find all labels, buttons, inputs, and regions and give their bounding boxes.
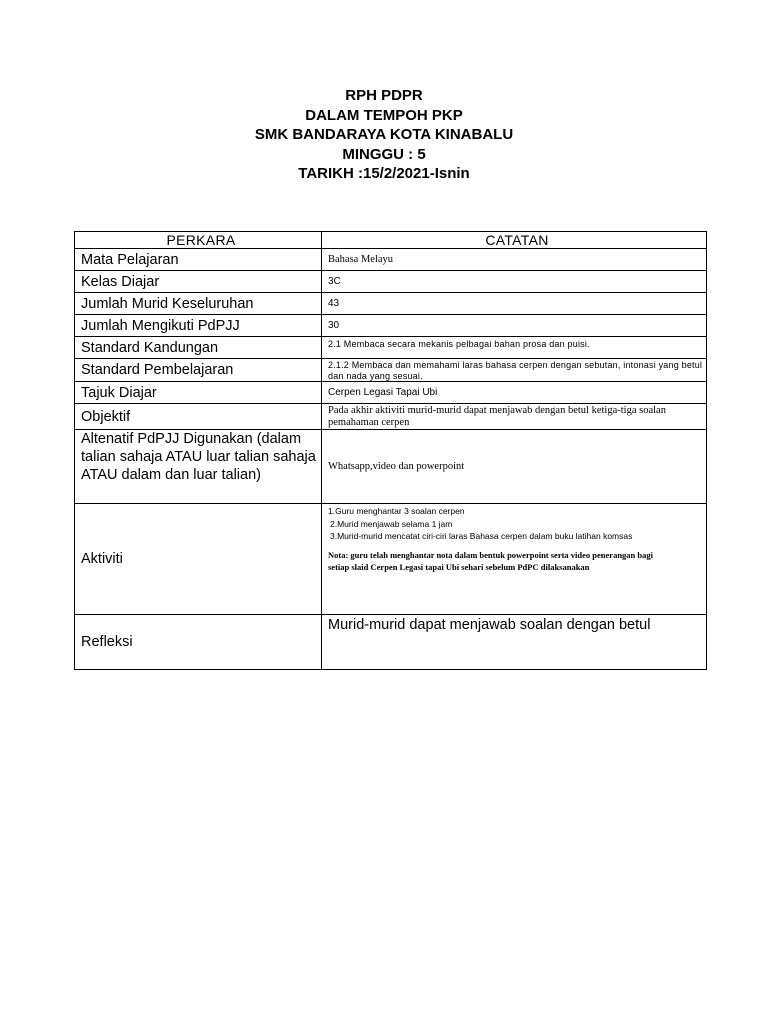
table-row-jumlah-murid: [75, 293, 707, 315]
header-week: MINGGU : 5: [342, 145, 426, 163]
column-header-catatan: CATATAN: [322, 232, 707, 249]
row-label: Kelas Diajar: [75, 271, 322, 293]
table-row-objektif: [75, 404, 707, 430]
table-row-aktiviti: [75, 504, 707, 615]
table-row-mata-pelajaran: [75, 249, 707, 271]
row-value: Bahasa Melayu: [322, 249, 707, 271]
table-header-row: [75, 232, 707, 249]
row-value: Whatsapp,video dan powerpoint: [322, 430, 707, 504]
table-row-standard-pembelajaran: [75, 359, 707, 382]
row-value: Murid-murid dapat menjawab soalan dengan betul: [322, 615, 707, 670]
row-label: Mata Pelajaran: [75, 249, 322, 271]
header-school: SMK BANDARAYA KOTA KINABALU: [254, 126, 514, 143]
aktiviti-note: Nota: guru telah menghantar nota dalam bentuk powerpoint serta video penerangan bagi setiap slaid Cerpen Legasi tapai Ubi sehari sebelum PdPC dilaksanakan: [328, 549, 653, 572]
list-item: 2.Murid menjawab selama 1 jam: [330, 518, 453, 529]
row-value: 43: [322, 293, 707, 315]
row-label: Refleksi: [75, 615, 322, 670]
list-item: 3.Murid-murid mencatat ciri-ciri laras Bahasa cerpen dalam buku latihan komsas: [330, 531, 633, 541]
table-row-tajuk-diajar: [75, 382, 707, 404]
document-header: [0, 86, 768, 184]
row-label: Aktiviti: [75, 504, 322, 615]
row-value: 2.1 Membaca secara mekanis pelbagai bahan prosa dan puisi.: [322, 337, 707, 359]
table-row-jumlah-mengikuti: [75, 315, 707, 337]
column-header-perkara: PERKARA: [75, 232, 322, 249]
table-row-standard-kandungan: [75, 337, 707, 359]
header-date: TARIKH :15/2/2021-Isnin: [298, 165, 470, 182]
row-label: Jumlah Murid Keseluruhan: [75, 293, 322, 315]
table-row-altenatif: [75, 430, 707, 504]
row-label: Tajuk Diajar: [75, 382, 322, 404]
row-label: Standard Kandungan: [75, 337, 322, 359]
row-value: 2.1.2 Membaca dan memahami laras bahasa cerpen dengan sebutan, intonasi yang betul dan nada yang sesuai.: [322, 359, 707, 382]
row-label: Altenatif PdPJJ Digunakan (dalam talian sahaja ATAU luar talian sahaja ATAU dalam dan luar talian): [75, 430, 322, 504]
row-value: Cerpen Legasi Tapai Ubi: [322, 382, 707, 404]
row-value: Pada akhir aktiviti murid-murid dapat menjawab dengan betul ketiga-tiga soalan pemahaman cerpen: [322, 404, 707, 430]
table-row-refleksi: [75, 615, 707, 670]
row-label: Standard Pembelajaran: [75, 359, 322, 382]
header-subtitle: DALAM TEMPOH PKP: [305, 106, 463, 124]
row-label: Objektif: [75, 404, 322, 430]
list-item: 1.Guru menghantar 3 soalan cerpen: [328, 506, 465, 516]
header-title: RPH PDPR: [345, 87, 423, 104]
row-value: 30: [322, 315, 707, 337]
rph-table: [74, 231, 707, 670]
row-label: Jumlah Mengikuti PdPJJ: [75, 315, 322, 337]
row-value: 3C: [322, 271, 707, 293]
table-row-kelas-diajar: [75, 271, 707, 293]
row-value-aktiviti: [322, 504, 707, 615]
